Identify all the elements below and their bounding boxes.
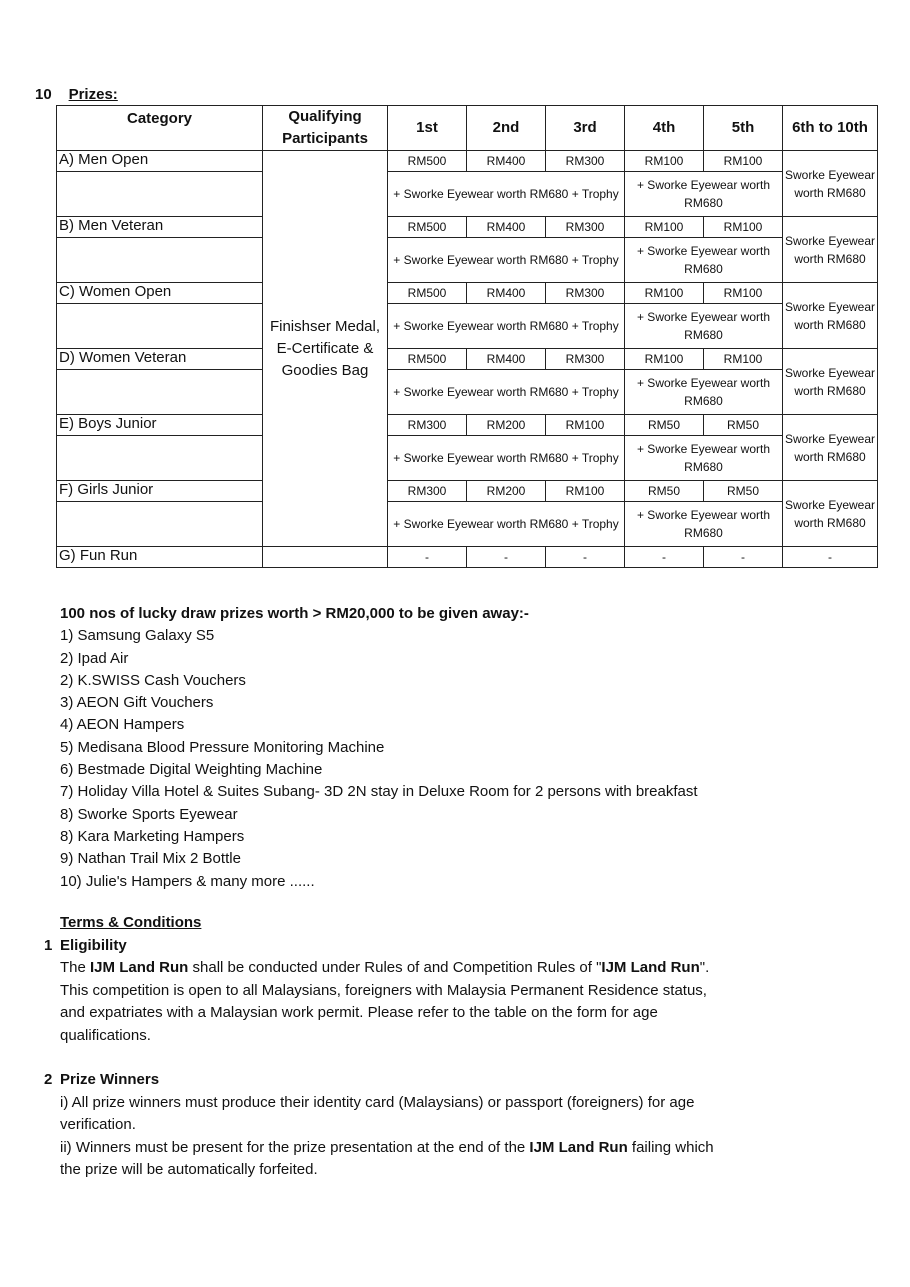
cash-4th: RM50 bbox=[625, 415, 704, 436]
prize-6th-10th: Sworke Eyewear worth RM680 bbox=[783, 283, 878, 349]
eligibility-heading bbox=[44, 935, 714, 958]
header-4th: 4th bbox=[625, 106, 704, 151]
cash-1st: RM300 bbox=[388, 481, 467, 502]
prize-6th-10th: Sworke Eyewear worth RM680 bbox=[783, 349, 878, 415]
lucky-draw-item: 1) Samsung Galaxy S5 bbox=[60, 627, 215, 645]
prizes-section-heading bbox=[35, 86, 118, 104]
lucky-draw-item: 10) Julie's Hampers & many more ...... bbox=[60, 872, 315, 890]
table-row bbox=[57, 481, 878, 502]
cash-1st: RM300 bbox=[388, 415, 467, 436]
table-row bbox=[57, 349, 878, 370]
top5-extra-prize: + Sworke Eyewear worth RM680 bbox=[625, 502, 783, 547]
header-category: Category bbox=[57, 106, 263, 151]
fun-run-2nd: - bbox=[467, 547, 546, 568]
table-row bbox=[57, 502, 878, 547]
category-cell: D) Women Veteran bbox=[57, 349, 263, 370]
table-header-row bbox=[57, 106, 878, 151]
top3-extra-prize: + Sworke Eyewear worth RM680 + Trophy bbox=[388, 370, 625, 415]
table-row bbox=[57, 370, 878, 415]
cash-4th: RM50 bbox=[625, 481, 704, 502]
cash-2nd: RM200 bbox=[467, 415, 546, 436]
prize-winners-point-i: i) All prize winners must produce their identity card (Malaysians) or passport (foreigners) for age verification. bbox=[60, 1093, 695, 1133]
category-cell: E) Boys Junior bbox=[57, 415, 263, 436]
prize-6th-10th: Sworke Eyewear worth RM680 bbox=[783, 481, 878, 547]
event-name: IJM Land Run bbox=[529, 1138, 628, 1156]
lucky-draw-item: 9) Nathan Trail Mix 2 Bottle bbox=[60, 850, 241, 868]
category-cell: F) Girls Junior bbox=[57, 481, 263, 502]
event-name: IJM Land Run bbox=[601, 959, 700, 976]
prize-6th-10th: Sworke Eyewear worth RM680 bbox=[783, 151, 878, 217]
cash-4th: RM100 bbox=[625, 283, 704, 304]
top3-extra-prize: + Sworke Eyewear worth RM680 + Trophy bbox=[388, 238, 625, 283]
lucky-draw-item: 2) K.SWISS Cash Vouchers bbox=[60, 671, 246, 689]
text: ii) Winners must be present for the prize presentation at the end of the bbox=[60, 1138, 530, 1156]
top3-extra-prize: + Sworke Eyewear worth RM680 + Trophy bbox=[388, 304, 625, 349]
category-blank bbox=[57, 502, 263, 547]
cash-4th: RM100 bbox=[625, 151, 704, 172]
lucky-draw-section bbox=[60, 603, 698, 893]
event-name: IJM Land Run bbox=[90, 959, 189, 976]
table-row bbox=[57, 217, 878, 238]
qualifying-blank bbox=[263, 547, 388, 568]
lucky-draw-item: 6) Bestmade Digital Weighting Machine bbox=[60, 761, 323, 779]
cash-5th: RM100 bbox=[704, 217, 783, 238]
fun-run-5th: - bbox=[704, 547, 783, 568]
header-3rd: 3rd bbox=[546, 106, 625, 151]
category-cell: C) Women Open bbox=[57, 283, 263, 304]
category-blank bbox=[57, 436, 263, 481]
lucky-draw-item: 5) Medisana Blood Pressure Monitoring Machine bbox=[60, 738, 385, 756]
category-blank bbox=[57, 238, 263, 283]
eligibility-title: Eligibility bbox=[60, 936, 127, 954]
header-1st: 1st bbox=[388, 106, 467, 151]
cash-1st: RM500 bbox=[388, 283, 467, 304]
cash-1st: RM500 bbox=[388, 217, 467, 238]
qualifying-cell: Finishser Medal, E-Certificate & Goodies Bag bbox=[263, 151, 388, 547]
category-cell: A) Men Open bbox=[57, 151, 263, 172]
cash-3rd: RM300 bbox=[546, 151, 625, 172]
cash-2nd: RM400 bbox=[467, 283, 546, 304]
top5-extra-prize: + Sworke Eyewear worth RM680 bbox=[625, 172, 783, 217]
fun-run-3rd: - bbox=[546, 547, 625, 568]
lucky-draw-heading: 100 nos of lucky draw prizes worth > RM20,000 to be given away:- bbox=[60, 605, 529, 622]
header-6th-10th: 6th to 10th bbox=[783, 106, 878, 151]
cash-3rd: RM100 bbox=[546, 481, 625, 502]
section-title: Prizes: bbox=[68, 86, 118, 103]
cash-3rd: RM300 bbox=[546, 283, 625, 304]
prize-winners-title: Prize Winners bbox=[60, 1071, 160, 1088]
terms-title: Terms & Conditions bbox=[60, 914, 202, 931]
prize-winners-number: 2 bbox=[44, 1071, 53, 1088]
cash-4th: RM100 bbox=[625, 349, 704, 370]
cash-1st: RM500 bbox=[388, 151, 467, 172]
top3-extra-prize: + Sworke Eyewear worth RM680 + Trophy bbox=[388, 172, 625, 217]
cash-5th: RM100 bbox=[704, 151, 783, 172]
top3-extra-prize: + Sworke Eyewear worth RM680 + Trophy bbox=[388, 436, 625, 481]
lucky-draw-item: 3) AEON Gift Vouchers bbox=[60, 694, 214, 712]
top3-extra-prize: + Sworke Eyewear worth RM680 + Trophy bbox=[388, 502, 625, 547]
category-cell: B) Men Veteran bbox=[57, 217, 263, 238]
cash-5th: RM100 bbox=[704, 349, 783, 370]
prize-winners-point-ii bbox=[60, 1137, 714, 1182]
text: shall be conducted under Rules of and Competition Rules of " bbox=[188, 959, 602, 976]
header-qualifying: Qualifying Participants bbox=[263, 106, 388, 151]
prizes-table bbox=[56, 105, 878, 568]
cash-3rd: RM300 bbox=[546, 349, 625, 370]
table-row bbox=[57, 415, 878, 436]
category-blank bbox=[57, 304, 263, 349]
eligibility-paragraph bbox=[60, 957, 714, 1047]
cash-1st: RM500 bbox=[388, 349, 467, 370]
table-row bbox=[57, 547, 878, 568]
cash-2nd: RM400 bbox=[467, 349, 546, 370]
table-row bbox=[57, 436, 878, 481]
cash-5th: RM50 bbox=[704, 415, 783, 436]
top5-extra-prize: + Sworke Eyewear worth RM680 bbox=[625, 304, 783, 349]
cash-3rd: RM300 bbox=[546, 217, 625, 238]
section-number: 10 bbox=[35, 86, 52, 103]
header-2nd: 2nd bbox=[467, 106, 546, 151]
top5-extra-prize: + Sworke Eyewear worth RM680 bbox=[625, 238, 783, 283]
cash-2nd: RM400 bbox=[467, 151, 546, 172]
top5-extra-prize: + Sworke Eyewear worth RM680 bbox=[625, 370, 783, 415]
text: failing which the prize will be automatically forfeited. bbox=[60, 1138, 714, 1178]
cash-2nd: RM200 bbox=[467, 481, 546, 502]
cash-2nd: RM400 bbox=[467, 217, 546, 238]
fun-run-6th-10th: - bbox=[783, 547, 878, 568]
category-cell: G) Fun Run bbox=[57, 547, 263, 568]
cash-5th: RM50 bbox=[704, 481, 783, 502]
category-blank bbox=[57, 370, 263, 415]
prize-6th-10th: Sworke Eyewear worth RM680 bbox=[783, 415, 878, 481]
table-row bbox=[57, 238, 878, 283]
cash-5th: RM100 bbox=[704, 283, 783, 304]
table-row bbox=[57, 172, 878, 217]
lucky-draw-item: 8) Sworke Sports Eyewear bbox=[60, 805, 238, 823]
fun-run-1st: - bbox=[388, 547, 467, 568]
lucky-draw-item: 4) AEON Hampers bbox=[60, 716, 185, 734]
cash-4th: RM100 bbox=[625, 217, 704, 238]
category-blank bbox=[57, 172, 263, 217]
lucky-draw-item: 7) Holiday Villa Hotel & Suites Subang- 3D 2N stay in Deluxe Room for 2 persons with breakfast bbox=[60, 783, 698, 801]
table-row bbox=[57, 151, 878, 172]
terms-section bbox=[44, 912, 714, 1182]
cash-3rd: RM100 bbox=[546, 415, 625, 436]
table-row bbox=[57, 283, 878, 304]
fun-run-4th: - bbox=[625, 547, 704, 568]
prize-6th-10th: Sworke Eyewear worth RM680 bbox=[783, 217, 878, 283]
lucky-draw-item: 8) Kara Marketing Hampers bbox=[60, 827, 245, 845]
eligibility-number: 1 bbox=[44, 936, 53, 954]
prize-winners-heading bbox=[44, 1069, 714, 1092]
header-5th: 5th bbox=[704, 106, 783, 151]
text: ". This competition is open to all Malaysians, foreigners with Malaysia Permanent Residence status, and expatriates with a Malaysian work permit. Please refer to the table on the form for age qualifications. bbox=[60, 959, 710, 1044]
table-row bbox=[57, 304, 878, 349]
text: The bbox=[60, 959, 91, 976]
top5-extra-prize: + Sworke Eyewear worth RM680 bbox=[625, 436, 783, 481]
lucky-draw-item: 2) Ipad Air bbox=[60, 649, 129, 667]
